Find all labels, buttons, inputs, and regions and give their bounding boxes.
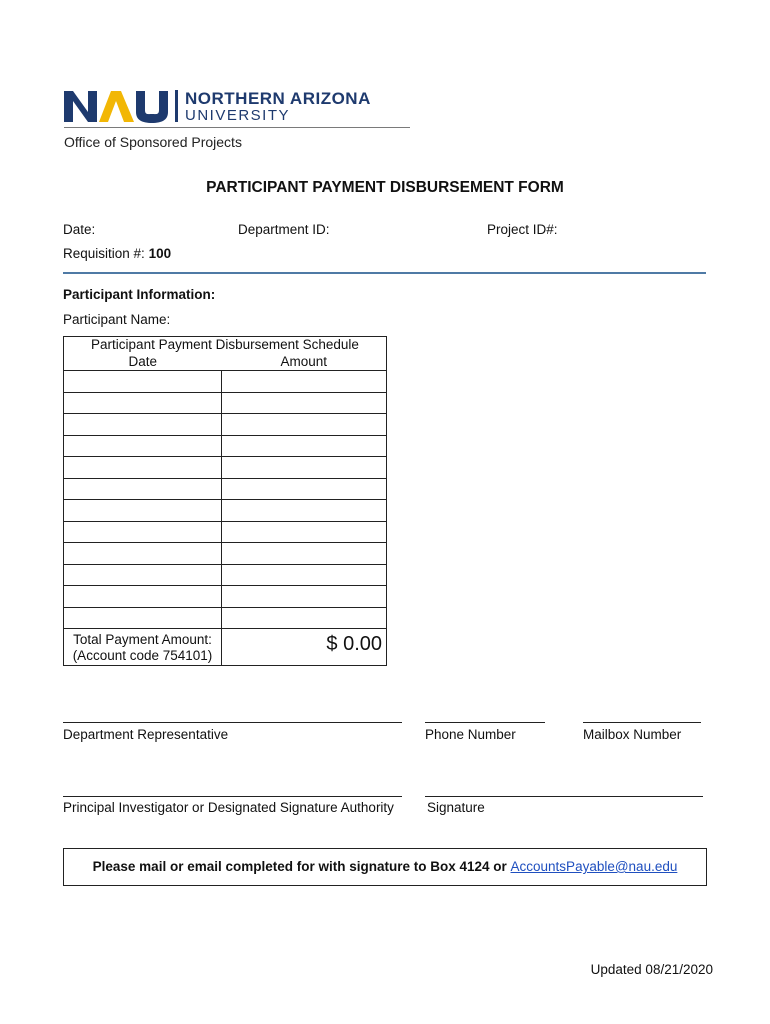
pi-line[interactable]	[63, 796, 402, 797]
mail-instructions-box	[63, 848, 707, 886]
table-row	[64, 543, 387, 565]
table-row	[64, 586, 387, 608]
table-row	[64, 500, 387, 522]
date-cell[interactable]	[64, 500, 222, 522]
nau-logo	[64, 88, 410, 132]
dept-rep-line[interactable]	[63, 722, 402, 723]
date-cell[interactable]	[64, 607, 222, 629]
amount-cell[interactable]	[222, 564, 387, 586]
requisition-label: Requisition #:	[63, 246, 145, 261]
amount-cell[interactable]	[222, 521, 387, 543]
svg-text:UNIVERSITY: UNIVERSITY	[185, 107, 291, 124]
accounts-payable-email-link[interactable]: AccountsPayable@nau.edu	[510, 859, 678, 874]
table-row	[64, 564, 387, 586]
mailbox-line[interactable]	[583, 722, 701, 723]
office-name: Office of Sponsored Projects	[64, 134, 242, 150]
mailbox-label: Mailbox Number	[583, 727, 682, 742]
date-cell[interactable]	[64, 435, 222, 457]
participant-name-label: Participant Name:	[63, 312, 171, 327]
table-row	[64, 371, 387, 393]
requisition-field	[63, 246, 171, 261]
date-cell[interactable]	[64, 392, 222, 414]
disbursement-schedule-table	[63, 336, 387, 666]
date-cell[interactable]	[64, 564, 222, 586]
amount-cell[interactable]	[222, 500, 387, 522]
date-cell[interactable]	[64, 586, 222, 608]
header-divider	[63, 272, 706, 274]
date-column-header: Date	[64, 354, 222, 371]
table-row	[64, 392, 387, 414]
participant-section-label: Participant Information:	[63, 287, 216, 302]
mail-instructions-text: Please mail or email completed for with signature to Box 4124 or	[92, 859, 507, 874]
table-row	[64, 607, 387, 629]
pi-label: Principal Investigator or Designated Signature Authority	[63, 800, 394, 815]
form-title: PARTICIPANT PAYMENT DISBURSEMENT FORM	[206, 179, 564, 196]
amount-cell[interactable]	[222, 435, 387, 457]
date-cell[interactable]	[64, 457, 222, 479]
total-label-line2: (Account code 754101)	[72, 647, 213, 663]
amount-cell[interactable]	[222, 543, 387, 565]
amount-cell[interactable]	[222, 607, 387, 629]
table-row	[64, 414, 387, 436]
date-label: Date:	[63, 222, 96, 237]
table-row	[64, 478, 387, 500]
amount-cell[interactable]	[222, 457, 387, 479]
table-row	[64, 435, 387, 457]
amount-cell[interactable]	[222, 478, 387, 500]
date-cell[interactable]	[64, 478, 222, 500]
date-cell[interactable]	[64, 414, 222, 436]
nau-logo-graphic	[64, 88, 410, 132]
schedule-caption: Participant Payment Disbursement Schedule	[64, 337, 387, 354]
total-payment-label	[64, 629, 222, 666]
amount-cell[interactable]	[222, 371, 387, 393]
phone-label: Phone Number	[425, 727, 516, 742]
phone-line[interactable]	[425, 722, 545, 723]
table-row	[64, 521, 387, 543]
signature-label: Signature	[427, 800, 485, 815]
department-id-label: Department ID:	[238, 222, 330, 237]
amount-cell[interactable]	[222, 586, 387, 608]
dept-rep-label: Department Representative	[63, 727, 229, 742]
svg-text:NORTHERN ARIZONA: NORTHERN ARIZONA	[185, 89, 371, 108]
total-payment-value: $ 0.00	[222, 629, 387, 666]
signature-line[interactable]	[425, 796, 703, 797]
table-row	[64, 457, 387, 479]
logo-divider	[64, 127, 410, 128]
requisition-value: 100	[148, 246, 172, 261]
project-id-label: Project ID#:	[487, 222, 558, 237]
amount-column-header: Amount	[222, 354, 387, 371]
date-cell[interactable]	[64, 521, 222, 543]
updated-date: Updated 08/21/2020	[590, 962, 713, 977]
amount-cell[interactable]	[222, 392, 387, 414]
total-label-line1: Total Payment Amount:	[73, 631, 212, 647]
date-cell[interactable]	[64, 543, 222, 565]
date-cell[interactable]	[64, 371, 222, 393]
amount-cell[interactable]	[222, 414, 387, 436]
